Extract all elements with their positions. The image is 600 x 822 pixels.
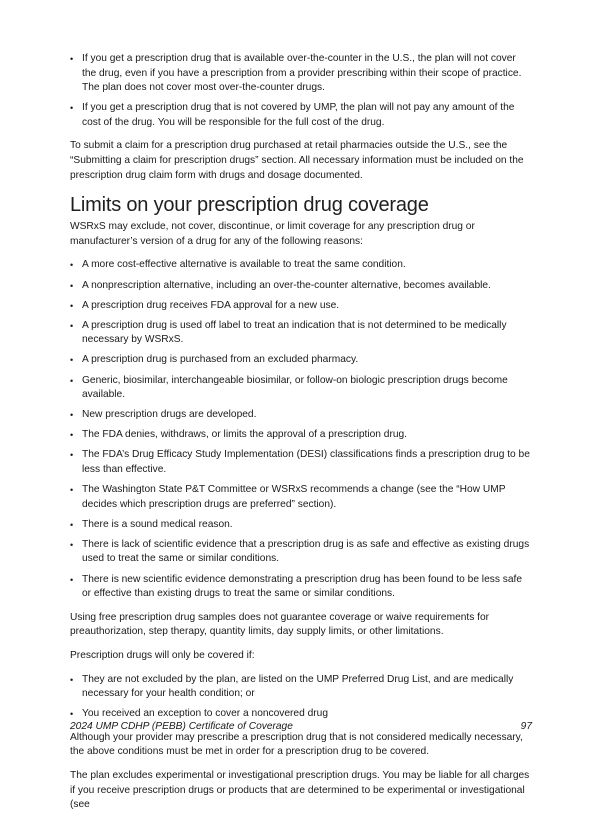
reasons-list	[70, 258, 532, 601]
list-item: • The FDA’s Drug Efficacy Study Implementation (DESI) classifications finds a prescription drug to be less than effective.	[70, 448, 532, 477]
list-item: • Generic, biosimilar, interchangeable biosimilar, or follow-on biologic prescription drugs become available.	[70, 374, 532, 403]
list-item: • A prescription drug is purchased from an excluded pharmacy.	[70, 353, 532, 368]
top-bullet-list	[70, 52, 532, 130]
section-intro: WSRxS may exclude, not cover, discontinue, or limit coverage for any prescription drug or manufacturer’s version of a drug for any of the following reasons:	[70, 221, 475, 247]
list-item: • The Washington State P&T Committee or WSRxS recommends a change (see the “How UMP decides which prescription drugs are preferred” section).	[70, 483, 532, 512]
covered-intro: Prescription drugs will only be covered if:	[70, 649, 255, 661]
list-item: • There is lack of scientific evidence that a prescription drug is as safe and effective as existing drugs used to treat the same or similar conditions.	[70, 538, 532, 567]
claim-paragraph: To submit a claim for a prescription drug purchased at retail pharmacies outside the U.S., see the “Submitting a claim for prescription drugs” section. All necessary information must be included on the prescription drug claim form with drugs and dosage documented.	[70, 140, 524, 181]
page-number: 97	[520, 721, 532, 732]
covered-conditions-list	[70, 673, 532, 722]
samples-paragraph: Using free prescription drug samples does not guarantee coverage or waive requirements for preauthorization, step therapy, quantity limits, day supply limits, or other limitations.	[70, 611, 490, 638]
list-item: • The FDA denies, withdraws, or limits the approval of a prescription drug.	[70, 428, 532, 443]
list-item: • A prescription drug receives FDA approval for a new use.	[70, 299, 532, 314]
footer-title: 2024 UMP CDHP (PEBB) Certificate of Coverage	[70, 721, 293, 732]
list-item: • They are not excluded by the plan, are listed on the UMP Preferred Drug List, and are medically necessary for your health condition; or	[70, 673, 532, 702]
document-page	[70, 52, 532, 822]
list-item: • A more cost-effective alternative is available to treat the same condition.	[70, 258, 532, 273]
list-item: • You received an exception to cover a noncovered drug	[70, 707, 532, 722]
list-item: • If you get a prescription drug that is not covered by UMP, the plan will not pay any amount of the cost of the drug. You will be responsible for the full cost of the drug.	[70, 101, 532, 130]
page-footer	[70, 721, 532, 732]
list-item: • New prescription drugs are developed.	[70, 408, 532, 423]
provider-paragraph: Although your provider may prescribe a prescription drug that is not considered medically necessary, the above conditions must be met in order for a prescription drug to be covered.	[70, 731, 523, 758]
list-item: • A prescription drug is used off label to treat an indication that is not determined to be medically necessary by WSRxS.	[70, 319, 532, 348]
list-item: • There is a sound medical reason.	[70, 518, 532, 533]
section-heading: Limits on your prescription drug coverage	[70, 194, 429, 217]
list-item: • There is new scientific evidence demonstrating a prescription drug has been found to be less safe or effective than existing drugs to treat the same or similar conditions.	[70, 573, 532, 602]
experimental-paragraph: The plan excludes experimental or investigational prescription drugs. You may be liable for all charges if you receive prescription drugs or products that are determined to be experimental or investigational (see	[70, 769, 530, 811]
list-item: • A nonprescription alternative, including an over-the-counter alternative, becomes available.	[70, 279, 532, 294]
list-item: • If you get a prescription drug that is available over-the-counter in the U.S., the plan will not cover the drug, even if you have a prescription from a provider prescribing within their scope of practice. The plan does not cover most over-the-counter drugs.	[70, 52, 532, 96]
